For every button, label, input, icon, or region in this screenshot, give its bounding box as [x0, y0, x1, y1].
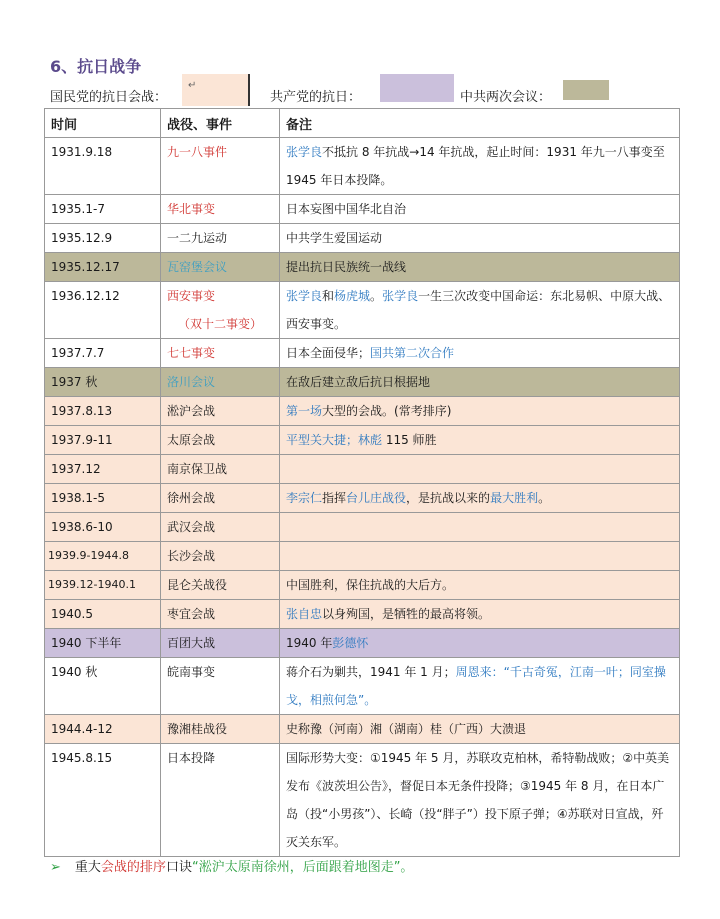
cell-event: 九一八事件	[161, 138, 280, 195]
cell-event: 华北事变	[161, 195, 280, 224]
cell-note	[280, 629, 680, 658]
cell-note	[280, 339, 680, 368]
note-text: 蒋介石为剿共，1941 年 1 月；	[286, 665, 456, 679]
cell-note	[280, 600, 680, 629]
note-highlight: 国共第二次合作	[370, 346, 455, 360]
war-table	[44, 108, 680, 857]
note-text: 指挥	[322, 491, 347, 505]
cell-note: 国际形势大变：①1945 年 5 月，苏联攻克柏林，希特勒战败；②中英美发布《波茨坦公告》，督促日本无条件投降；③1945 年 8 月，在日本广岛（投“小男孩”）、长崎（投“胖子”）投下原子弹；④苏联对日宣战，歼灭关东军。	[280, 744, 680, 857]
arrow-bullet-icon: ➢	[50, 860, 61, 875]
cell-time: 1945.8.15	[45, 744, 161, 857]
cell-event: 瓦窑堡会议	[161, 253, 280, 282]
cell-time: 1937 秋	[45, 368, 161, 397]
cell-note	[280, 282, 680, 339]
legend-swatch-peach	[182, 74, 250, 106]
cell-note	[280, 542, 680, 571]
table-row	[45, 542, 680, 571]
cell-time: 1937.12	[45, 455, 161, 484]
note-text: 不抵抗 8 年抗战→14 年抗战，起止时间：1931 年九一八事变至 1945 年日本投降。	[286, 145, 665, 187]
cell-event: 枣宜会战	[161, 600, 280, 629]
note-person: 李宗仁	[286, 491, 323, 505]
note-highlight: 台儿庄战役	[346, 491, 407, 505]
cell-note	[280, 426, 680, 455]
cell-time: 1940 秋	[45, 658, 161, 715]
cell-event: 太原会战	[161, 426, 280, 455]
cell-note: 提出抗日民族统一战线	[280, 253, 680, 282]
cell-event: 淞沪会战	[161, 397, 280, 426]
cell-event: 昆仑关战役	[161, 571, 280, 600]
cell-time: 1935.1-7	[45, 195, 161, 224]
cell-time: 1937.9-11	[45, 426, 161, 455]
note-text: 。	[370, 289, 383, 303]
table-row	[45, 368, 680, 397]
cell-time: 1935.12.9	[45, 224, 161, 253]
note-text: 日本全面侵华；	[286, 346, 371, 360]
cell-event: 日本投降	[161, 744, 280, 857]
cell-time: 1938.6-10	[45, 513, 161, 542]
cell-event: 百团大战	[161, 629, 280, 658]
note-highlight: 平型关大捷；林彪	[286, 433, 383, 447]
color-legend	[50, 82, 670, 106]
table-row	[45, 600, 680, 629]
table-row	[45, 715, 680, 744]
cell-event: 洛川会议	[161, 368, 280, 397]
note-highlight: 最大胜利	[490, 491, 539, 505]
table-row	[45, 282, 680, 339]
cell-event: 一二九运动	[161, 224, 280, 253]
table-row	[45, 629, 680, 658]
note-text: 一生三次改变中国命运：东北易帜、中原大战、西安事变。	[286, 289, 671, 331]
footer-highlight: 会战的排序	[100, 860, 166, 875]
table-row	[45, 744, 680, 857]
cell-time: 1939.9-1944.8	[45, 542, 161, 571]
footer-mnemonic: “淞沪太原南徐州，后面跟着地图走”。	[191, 860, 414, 875]
legend-swatch-olive	[563, 80, 609, 100]
note-text: ，是抗战以来的	[406, 491, 491, 505]
cell-note: 中国胜利，保住抗战的大后方。	[280, 571, 680, 600]
cell-time: 1937.8.13	[45, 397, 161, 426]
note-highlight: 第一场	[286, 404, 323, 418]
table-row	[45, 397, 680, 426]
header-note: 备注	[280, 109, 680, 138]
cell-note	[280, 484, 680, 513]
header-event: 战役、事件	[161, 109, 280, 138]
cell-note	[280, 138, 680, 195]
event-alias: （双十二事变）	[177, 317, 262, 331]
note-quote: 周恩来：“千古奇冤，江南一叶；同室操戈，相煎何急”。	[286, 665, 666, 707]
note-person: 张学良	[286, 289, 323, 303]
table-row	[45, 571, 680, 600]
mnemonic-footer	[50, 856, 413, 875]
return-mark-icon: ↵	[188, 80, 197, 91]
legend-meeting-label: 中共两次会议：	[460, 90, 552, 105]
table-row	[45, 484, 680, 513]
cell-time: 1944.4-12	[45, 715, 161, 744]
cell-note	[280, 658, 680, 715]
note-person: 彭德怀	[332, 636, 369, 650]
cell-time: 1937.7.7	[45, 339, 161, 368]
note-text: 和	[322, 289, 335, 303]
cell-time: 1940.5	[45, 600, 161, 629]
legend-swatch-purple	[380, 74, 454, 102]
table-header-row	[45, 109, 680, 138]
cell-note: 中共学生爱国运动	[280, 224, 680, 253]
cell-time: 1938.1-5	[45, 484, 161, 513]
cell-note	[280, 513, 680, 542]
cell-event: 七七事变	[161, 339, 280, 368]
cell-time: 1931.9.18	[45, 138, 161, 195]
note-person: 杨虎城	[334, 289, 371, 303]
header-time: 时间	[45, 109, 161, 138]
cell-time: 1939.12-1940.1	[45, 571, 161, 600]
table-row	[45, 339, 680, 368]
note-text: 大型的会战。(常考排序)	[322, 404, 452, 418]
section-title: 6、抗日战争	[50, 57, 142, 76]
footer-text: 重大	[74, 860, 101, 875]
cell-event: 武汉会战	[161, 513, 280, 542]
cell-note	[280, 455, 680, 484]
note-text: 以身殉国，是牺牲的最高将领。	[322, 607, 491, 621]
cell-event: 徐州会战	[161, 484, 280, 513]
table-row	[45, 658, 680, 715]
cell-event: 豫湘桂战役	[161, 715, 280, 744]
note-text: 。	[538, 491, 551, 505]
footer-text: 口诀	[165, 860, 192, 875]
table-row	[45, 513, 680, 542]
note-text: 1940 年	[286, 636, 333, 650]
note-person: 张自忠	[286, 607, 323, 621]
cell-note: 史称豫（河南）湘（湖南）桂（广西）大溃退	[280, 715, 680, 744]
cell-time: 1935.12.17	[45, 253, 161, 282]
legend-gmd-label: 国民党的抗日会战：	[50, 90, 168, 105]
table-row	[45, 455, 680, 484]
legend-gcd-label: 共产党的抗日：	[270, 90, 362, 105]
cell-event: 长沙会战	[161, 542, 280, 571]
cell-note: 在敌后建立敌后抗日根据地	[280, 368, 680, 397]
note-person: 张学良	[286, 145, 323, 159]
table-row	[45, 426, 680, 455]
cell-note	[280, 397, 680, 426]
cell-event: 皖南事变	[161, 658, 280, 715]
cell-time: 1940 下半年	[45, 629, 161, 658]
cell-note: 日本妄图中国华北自治	[280, 195, 680, 224]
event-name: 西安事变	[167, 289, 216, 303]
cell-time: 1936.12.12	[45, 282, 161, 339]
table-row	[45, 195, 680, 224]
cell-event: 南京保卫战	[161, 455, 280, 484]
note-person: 张学良	[382, 289, 419, 303]
cell-event	[161, 282, 280, 339]
table-row	[45, 138, 680, 195]
note-text: 115 师胜	[382, 433, 437, 447]
table-row	[45, 253, 680, 282]
table-row	[45, 224, 680, 253]
